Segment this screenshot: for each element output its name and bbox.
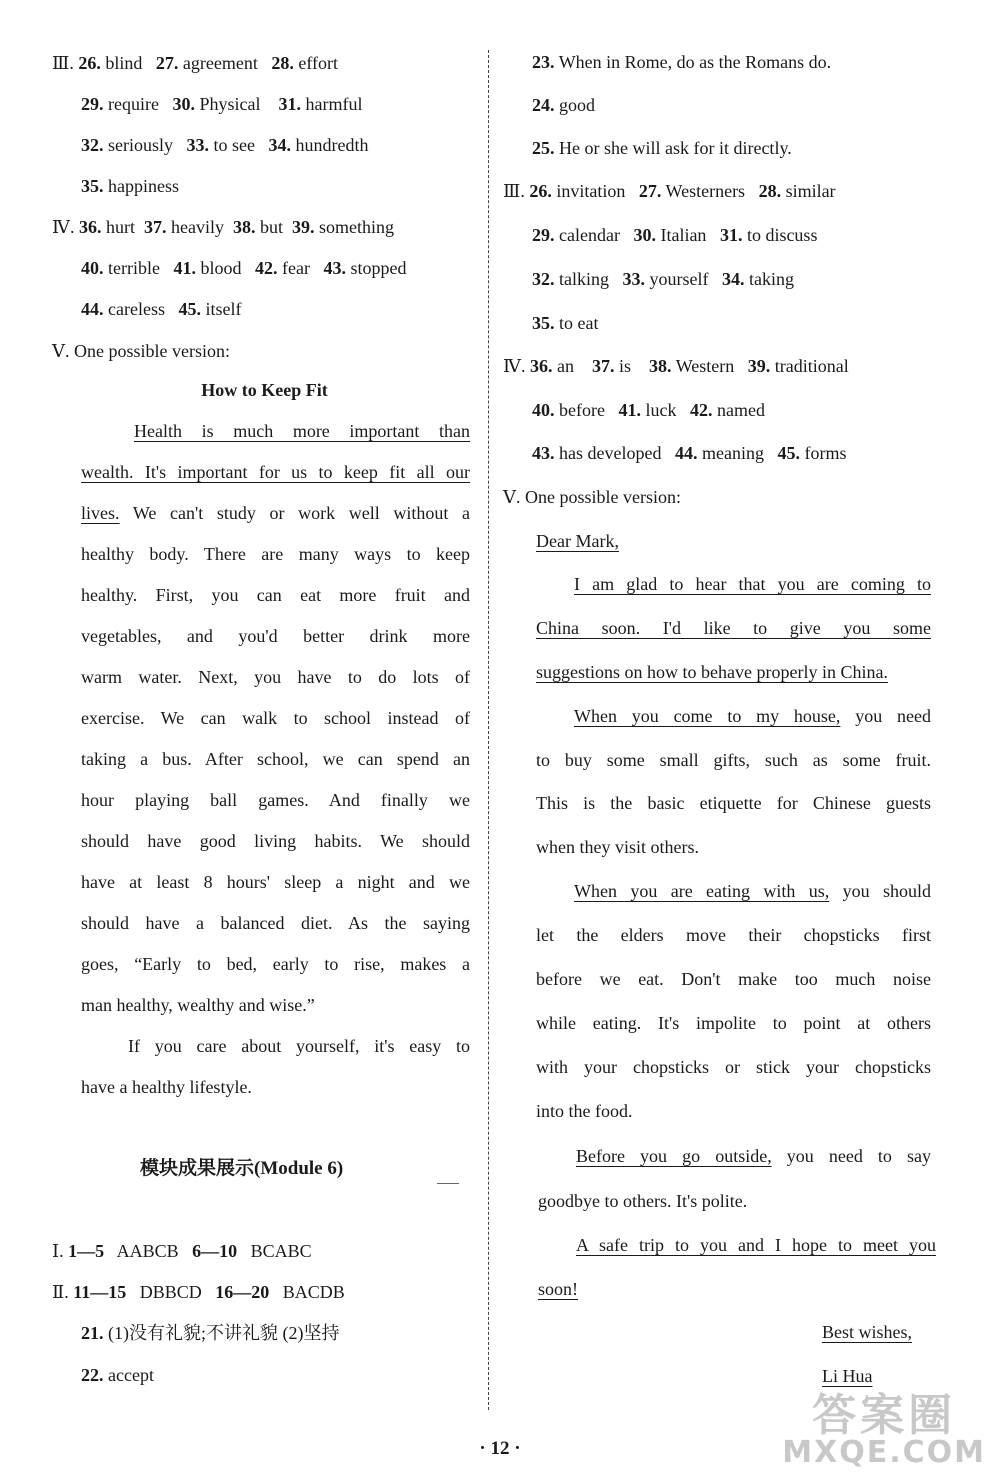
item-number: 30. xyxy=(633,225,656,245)
letter-line xyxy=(574,880,931,902)
answer: fear xyxy=(282,258,310,278)
answer: meaning xyxy=(701,443,764,463)
item-number: 33. xyxy=(622,269,645,289)
section-label: Ⅲ. xyxy=(503,181,525,201)
answer: AABCB xyxy=(116,1241,179,1261)
answer: has developed xyxy=(559,443,662,463)
item-number: 35. xyxy=(81,176,104,196)
essay-line: healthy body. There are many ways to keep xyxy=(81,544,470,564)
letter-line: let the elders move their chopsticks first xyxy=(536,925,931,945)
answer-row xyxy=(81,93,362,115)
answer: traditional xyxy=(774,356,849,376)
essay-line xyxy=(81,502,470,524)
letter-line: goodbye to others. It's polite. xyxy=(538,1191,748,1211)
heading-rule xyxy=(437,1183,459,1184)
item-number: 24. xyxy=(532,95,555,115)
letter-line: before we eat. Don't make too much noise xyxy=(536,969,931,989)
essay-line: should have a balanced diet. As the saying xyxy=(81,913,470,933)
answer: an xyxy=(556,356,574,376)
answer: itself xyxy=(205,299,242,319)
answer: stopped xyxy=(350,258,407,278)
letter-signature: Li Hua xyxy=(822,1366,873,1386)
letter-closing: Best wishes, xyxy=(822,1322,912,1342)
answer: calendar xyxy=(559,225,620,245)
item-number: 37. xyxy=(143,217,167,237)
answer: seriously xyxy=(108,135,173,155)
item-number: 43. xyxy=(532,443,555,463)
answer: He or she will ask for it directly. xyxy=(559,138,792,158)
answer-row xyxy=(532,51,831,73)
letter-line: China soon. I'd like to give you some xyxy=(536,618,931,638)
answer: require xyxy=(108,94,159,114)
answer-row xyxy=(532,137,792,159)
essay-line: should have good living habits. We should xyxy=(81,831,470,851)
letter-line: to buy some small gifts, such as some fruit. xyxy=(536,750,931,770)
answer: heavily xyxy=(170,217,224,237)
answer: luck xyxy=(645,400,677,420)
module-heading: 模块成果展示(Module 6) xyxy=(140,1158,344,1179)
answer: Westerners xyxy=(665,181,746,201)
answer: (1)没有礼貌;不讲礼貌 (2)坚持 xyxy=(108,1323,340,1343)
item-number: 22. xyxy=(81,1365,104,1385)
letter-line-rest: you should xyxy=(829,881,931,901)
answer: When in Rome, do as the Romans do. xyxy=(558,52,832,72)
answer-row xyxy=(532,224,817,246)
answer: is xyxy=(618,356,631,376)
essay-line: Health is much more important than xyxy=(134,421,470,441)
essay-line: wealth. It's important for us to keep fit all our xyxy=(81,462,470,482)
item-number: 37. xyxy=(591,356,615,376)
item-number: 23. xyxy=(532,52,555,72)
item-number: 41. xyxy=(618,400,641,420)
essay-line: exercise. We can walk to school instead of xyxy=(81,708,470,728)
answer: blood xyxy=(200,258,242,278)
item-number: 25. xyxy=(532,138,555,158)
item-number: 40. xyxy=(81,258,104,278)
letter-underlined-phrase: When you are eating with us, xyxy=(574,881,830,901)
section-label: Ⅲ. xyxy=(52,53,74,73)
essay-line-rest: We can't study or work well without a xyxy=(132,503,470,523)
section-label: Ⅴ. One possible version: xyxy=(52,341,230,361)
answer: good xyxy=(559,95,595,115)
watermark-text: 答案圈 xyxy=(812,1390,957,1441)
item-number: 32. xyxy=(532,269,555,289)
item-number: 29. xyxy=(532,225,555,245)
item-number: 28. xyxy=(271,53,294,73)
answer: to eat xyxy=(559,313,599,333)
item-range: 16—20 xyxy=(215,1282,270,1302)
letter-line: This is the basic etiquette for Chinese guests xyxy=(536,793,931,813)
letter-greeting: Dear Mark, xyxy=(536,531,619,551)
item-number: 34. xyxy=(268,135,291,155)
answer-row xyxy=(532,399,765,421)
item-number: 27. xyxy=(638,181,662,201)
answer: talking xyxy=(559,269,609,289)
answer: invitation xyxy=(556,181,626,201)
item-number: 26. xyxy=(529,181,552,201)
item-number: 45. xyxy=(178,299,201,319)
column-divider xyxy=(488,50,489,1410)
item-number: 39. xyxy=(291,217,315,237)
item-number: 44. xyxy=(674,443,698,463)
section-label: Ⅳ. xyxy=(503,356,526,376)
answer-row xyxy=(532,268,794,290)
answer: blind xyxy=(105,53,143,73)
letter-line: into the food. xyxy=(536,1101,633,1121)
letter-line: while eating. It's impolite to point at others xyxy=(536,1013,931,1033)
answer: taking xyxy=(748,269,794,289)
section-label: Ⅰ. xyxy=(52,1241,64,1261)
letter-line: I am glad to hear that you are coming to xyxy=(574,574,931,594)
answer-row xyxy=(532,94,595,116)
answer-row xyxy=(81,257,406,279)
item-range: 1—5 xyxy=(68,1241,105,1261)
item-number: 29. xyxy=(81,94,104,114)
page-number: · 12 · xyxy=(479,1438,521,1459)
section-label: Ⅴ. One possible version: xyxy=(503,487,681,507)
answer-row xyxy=(81,175,179,197)
essay-line: man healthy, wealthy and wise.” xyxy=(81,995,315,1015)
section-label: Ⅱ. xyxy=(52,1282,69,1302)
item-number: 34. xyxy=(721,269,745,289)
item-number: 36. xyxy=(78,217,102,237)
answer: to see xyxy=(213,135,255,155)
answer: something xyxy=(318,217,394,237)
answer-row xyxy=(503,180,836,202)
answer-row xyxy=(81,1364,154,1386)
answer-row xyxy=(532,312,598,334)
letter-line xyxy=(576,1145,931,1167)
answer: similar xyxy=(785,181,836,201)
answer: effort xyxy=(298,53,338,73)
item-number: 31. xyxy=(719,225,743,245)
letter-line: soon! xyxy=(538,1279,578,1299)
answer: before xyxy=(559,400,605,420)
item-number: 33. xyxy=(186,135,209,155)
item-number: 21. xyxy=(81,1323,104,1343)
item-number: 27. xyxy=(155,53,179,73)
answer: harmful xyxy=(305,94,363,114)
answer-row xyxy=(52,216,394,238)
item-number: 30. xyxy=(172,94,195,114)
answer: hundredth xyxy=(295,135,369,155)
answer: careless xyxy=(108,299,165,319)
answer: Italian xyxy=(660,225,707,245)
essay-line: have a healthy lifestyle. xyxy=(81,1077,252,1097)
essay-title: How to Keep Fit xyxy=(201,380,328,400)
item-number: 28. xyxy=(758,181,782,201)
item-number: 38. xyxy=(649,356,672,376)
answer: BACDB xyxy=(282,1282,345,1302)
item-number: 41. xyxy=(173,258,196,278)
essay-line: vegetables, and you'd better drink more xyxy=(81,626,470,646)
answer-row xyxy=(52,1281,345,1303)
answer-row xyxy=(81,134,368,156)
item-range: 6—10 xyxy=(192,1241,238,1261)
letter-line xyxy=(574,705,931,727)
answer-row xyxy=(52,1240,312,1262)
answer-row xyxy=(81,298,241,320)
answer: named xyxy=(716,400,765,420)
watermark-url: MXQE.COM xyxy=(782,1435,986,1470)
answer: accept xyxy=(108,1365,154,1385)
answer: forms xyxy=(804,443,847,463)
answer: Western xyxy=(675,356,735,376)
letter-line: A safe trip to you and I hope to meet you xyxy=(576,1235,936,1255)
essay-line: If you care about yourself, it's easy to xyxy=(128,1036,470,1056)
essay-line: taking a bus. After school, we can spend an xyxy=(81,749,470,769)
answer-row xyxy=(503,355,849,377)
item-number: 45. xyxy=(777,443,800,463)
letter-line: with your chopsticks or stick your chopsticks xyxy=(536,1057,931,1077)
answer: DBBCD xyxy=(139,1282,202,1302)
letter-line: when they visit others. xyxy=(536,837,699,857)
letter-line-rest: you need to say xyxy=(771,1146,931,1166)
answer: agreement xyxy=(182,53,258,73)
item-number: 36. xyxy=(529,356,553,376)
item-number: 44. xyxy=(81,299,104,319)
answer: BCABC xyxy=(250,1241,312,1261)
letter-line-rest: you need xyxy=(840,706,931,726)
answer-row xyxy=(81,1322,339,1344)
item-number: 42. xyxy=(255,258,278,278)
item-number: 38. xyxy=(232,217,256,237)
essay-line: warm water. Next, you have to do lots of xyxy=(81,667,470,687)
item-number: 40. xyxy=(532,400,555,420)
item-number: 31. xyxy=(278,94,301,114)
item-number: 43. xyxy=(323,258,346,278)
item-number: 42. xyxy=(689,400,713,420)
essay-underlined-phrase: lives. xyxy=(81,503,120,523)
item-number: 35. xyxy=(532,313,555,333)
essay-line: goes, “Early to bed, early to rise, makes a xyxy=(81,954,470,974)
item-number: 32. xyxy=(81,135,104,155)
essay-line: have at least 8 hours' sleep a night and we xyxy=(81,872,470,892)
essay-line: hour playing ball games. And finally we xyxy=(81,790,470,810)
answer: happiness xyxy=(108,176,179,196)
item-number: 26. xyxy=(78,53,101,73)
item-number: 39. xyxy=(747,356,771,376)
answer: to discuss xyxy=(746,225,818,245)
item-range: 11—15 xyxy=(73,1282,127,1302)
letter-underlined-phrase: Before you go outside, xyxy=(576,1146,772,1166)
answer: terrible xyxy=(108,258,160,278)
watermark xyxy=(782,1390,986,1470)
letter-underlined-phrase: When you come to my house, xyxy=(574,706,841,726)
answer: but xyxy=(259,217,283,237)
essay-line: healthy. First, you can eat more fruit and xyxy=(81,585,470,605)
answer: Physical xyxy=(199,94,261,114)
letter-line: suggestions on how to behave properly in China. xyxy=(536,662,888,682)
answer-row xyxy=(52,52,338,74)
answer: yourself xyxy=(649,269,709,289)
section-label: Ⅳ. xyxy=(52,217,75,237)
answer-row xyxy=(532,442,846,464)
answer: hurt xyxy=(105,217,135,237)
